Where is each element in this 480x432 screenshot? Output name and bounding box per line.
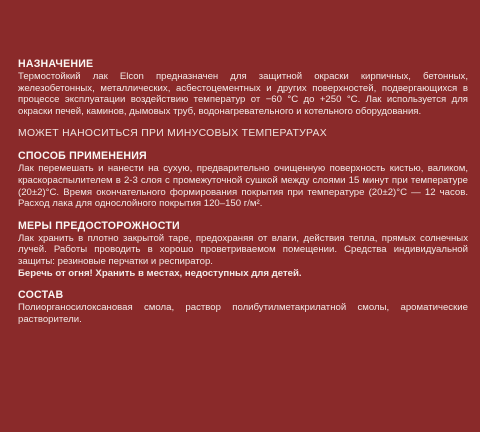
product-info-panel <box>18 58 468 325</box>
fire-warning: Беречь от огня! Хранить в местах, недоступных для детей. <box>18 267 302 279</box>
minus-temperature-note: МОЖЕТ НАНОСИТЬСЯ ПРИ МИНУСОВЫХ ТЕМПЕРАТУРАХ <box>18 128 328 140</box>
purpose-text: Термостойкий лак Elcon предназначен для защитной окраски кирпичных, бетонных, железобетонных, металлических, асбестоцементных и других поверхностей, подвергающихся в процессе эксплуатации воздействию температур от −60 °C до +250 °C. Лак используется для окраски печей, каминов, дымовых труб, водонагревательного и котельного оборудования. <box>18 71 468 117</box>
purpose-heading: НАЗНАЧЕНИЕ <box>18 58 94 70</box>
precautions-heading: МЕРЫ ПРЕДОСТОРОЖНОСТИ <box>18 219 180 232</box>
application-heading: СПОСОБ ПРИМЕНЕНИЯ <box>18 150 147 163</box>
application-text: Лак перемешать и нанести на сухую, предварительно очищенную поверхность кистью, валиком, краскораспылителем в 2-3 слоя с промежуточной сушкой между слоями 15 минут при температуре (20±2)°C. Время окончательного формирования покрытия при температуре (20±2)°C — 12 часов. Расход лака для однослойного покрытия 120–150 г/м². <box>18 163 468 210</box>
composition-heading: СОСТАВ <box>18 289 64 302</box>
precautions-text: Лак хранить в плотно закрытой таре, предохраняя от влаги, действия тепла, прямых солнечных лучей. Работы проводить в хорошо проветриваемом помещении. Средства индивидуальной защиты: резиновые перчатки и респиратор. <box>18 232 468 267</box>
composition-text: Полиорганосилоксановая смола, раствор полибутилметакрилатной смолы, ароматические растворители. <box>18 302 468 325</box>
